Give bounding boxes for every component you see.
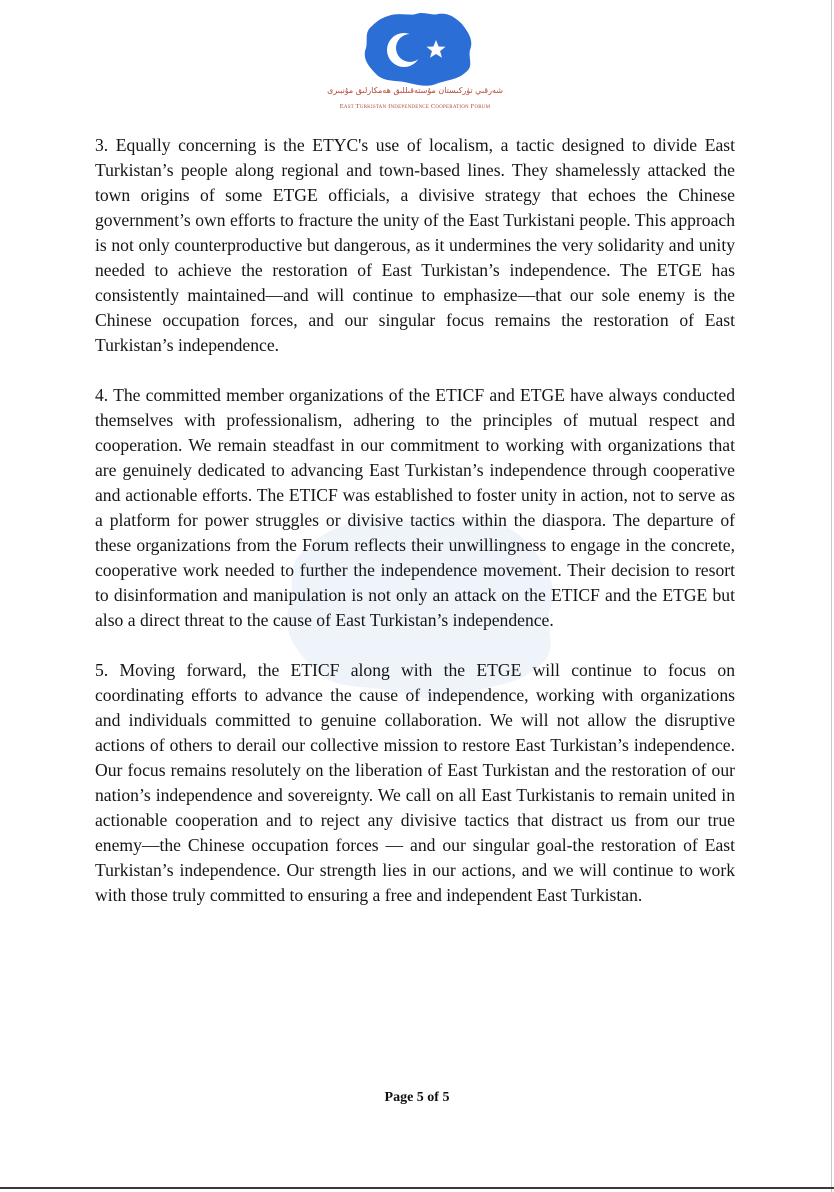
east-turkistan-map-logo-icon (358, 10, 478, 90)
logo-english-text: East Turkistan Independence Cooperation Forum (339, 103, 491, 110)
letterhead (300, 10, 530, 116)
page-bottom-divider (0, 1187, 834, 1189)
logo-arabic-text: شەرقىي تۈركىستان مۇستەقىللىق ھەمكارلىق مۇنبىرى (327, 86, 503, 95)
paragraph-3: 3. Equally concerning is the ETYC's use of localism, a tactic designed to divide East Turkistan’s people along regional and town-based lines. They shamelessly attacked the town origins of some ETGE officials, a divisive strategy that echoes the Chinese government’s own efforts to fracture the unity of the East Turkistani people. This approach is not only counterproductive but dangerous, as it undermines the very solidarity and unity needed to achieve the restoration of East Turkistan’s independence. The ETGE has consistently maintained—and will continue to emphasize—that our sole enemy is the Chinese occupation forces, and our singular focus remains the restoration of East Turkistan’s independence. (95, 135, 735, 355)
page-edge-divider (831, 0, 832, 1192)
document-body (95, 133, 735, 933)
paragraph-5: 5. Moving forward, the ETICF along with the ETGE will continue to focus on coordinating efforts to advance the cause of independence, working with organizations and individuals committed to genuine collaboration. We will not allow the disruptive actions of others to derail our collective mission to restore East Turkistan’s independence. Our focus remains resolutely on the liberation of East Turkistan and the restoration of our nation’s independence and sovereignty. We call on all East Turkistanis to remain united in actionable cooperation and to reject any divisive tactics that distract us from our true enemy—the Chinese occupation forces — and our singular goal-the restoration of East Turkistan’s independence. Our strength lies in our actions, and we will continue to work with those truly committed to ensuring a free and independent East Turkistan. (95, 660, 735, 905)
paragraph-4: 4. The committed member organizations of the ETICF and ETGE have always conducted themselves with professionalism, adhering to the principles of mutual respect and cooperation. We remain steadfast in our commitment to working with organizations that are genuinely dedicated to advancing East Turkistan’s independence through cooperative and actionable efforts. The ETICF was established to foster unity in action, not to serve as a platform for power struggles or divisive tactics within the diaspora. The departure of these organizations from the Forum reflects their unwillingness to engage in the concrete, cooperative work needed to further the independence movement. Their decision to resort to disinformation and manipulation is not only an attack on the ETICF and the ETGE but also a direct threat to the cause of East Turkistan’s independence. (95, 385, 735, 630)
page-number: Page 5 of 5 (384, 1090, 450, 1105)
